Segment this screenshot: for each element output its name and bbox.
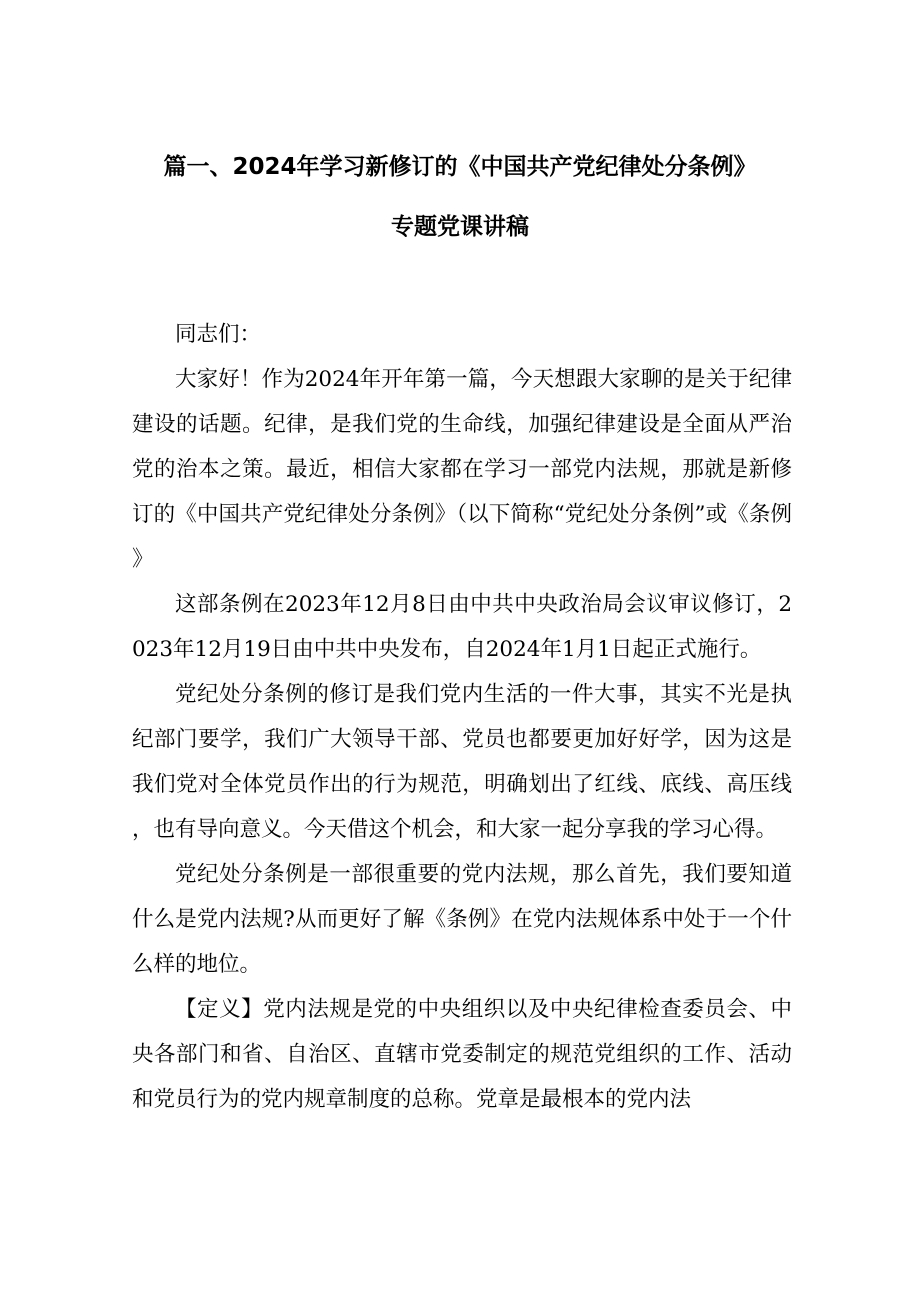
paragraph-2: 这部条例在2023年12月8日由中共中央政治局会议审议修订，2023年12月19日由中共中央发布，自2024年1月1日起正式施行。 [132,592,792,662]
document-title-line1: 篇一、2024年学习新修订的《中国共产党纪律处分条例》 [163,154,757,180]
paragraph-5: 【定义】党内法规是党的中央组织以及中央纪律检查委员会、中央各部门和省、自治区、直辖市党委制定的规范党组织的工作、活动和党员行为的党内规章制度的总称。党章是最根本的党内法 [132,997,792,1112]
document-body [132,312,792,1122]
paragraph-1: 大家好！作为2024年开年第一篇，今天想跟大家聊的是关于纪律建设的话题。纪律，是我们党的生命线，加强纪律建设是全面从严治党的治本之策。最近，相信大家都在学习一部党内法规，那就是新修订的《中国共产党纪律处分条例》（以下简称“党纪处分条例”或《条例》 [132,367,792,572]
salutation: 同志们： [175,322,262,347]
paragraph-4: 党纪处分条例是一部很重要的党内法规，那么首先，我们要知道什么是党内法规?从而更好了解《条例》在党内法规体系中处于一个什么样的地位。 [132,862,792,977]
paragraph-3: 党纪处分条例的修订是我们党内生活的一件大事，其实不光是执纪部门要学，我们广大领导干部、党员也都要更加好好学，因为这是我们党对全体党员作出的行为规范，明确划出了红线、底线、高压线，也有导向意义。今天借这个机会，和大家一起分享我的学习心得。 [132,682,792,842]
document-title-line2: 专题党课讲稿 [391,214,529,240]
